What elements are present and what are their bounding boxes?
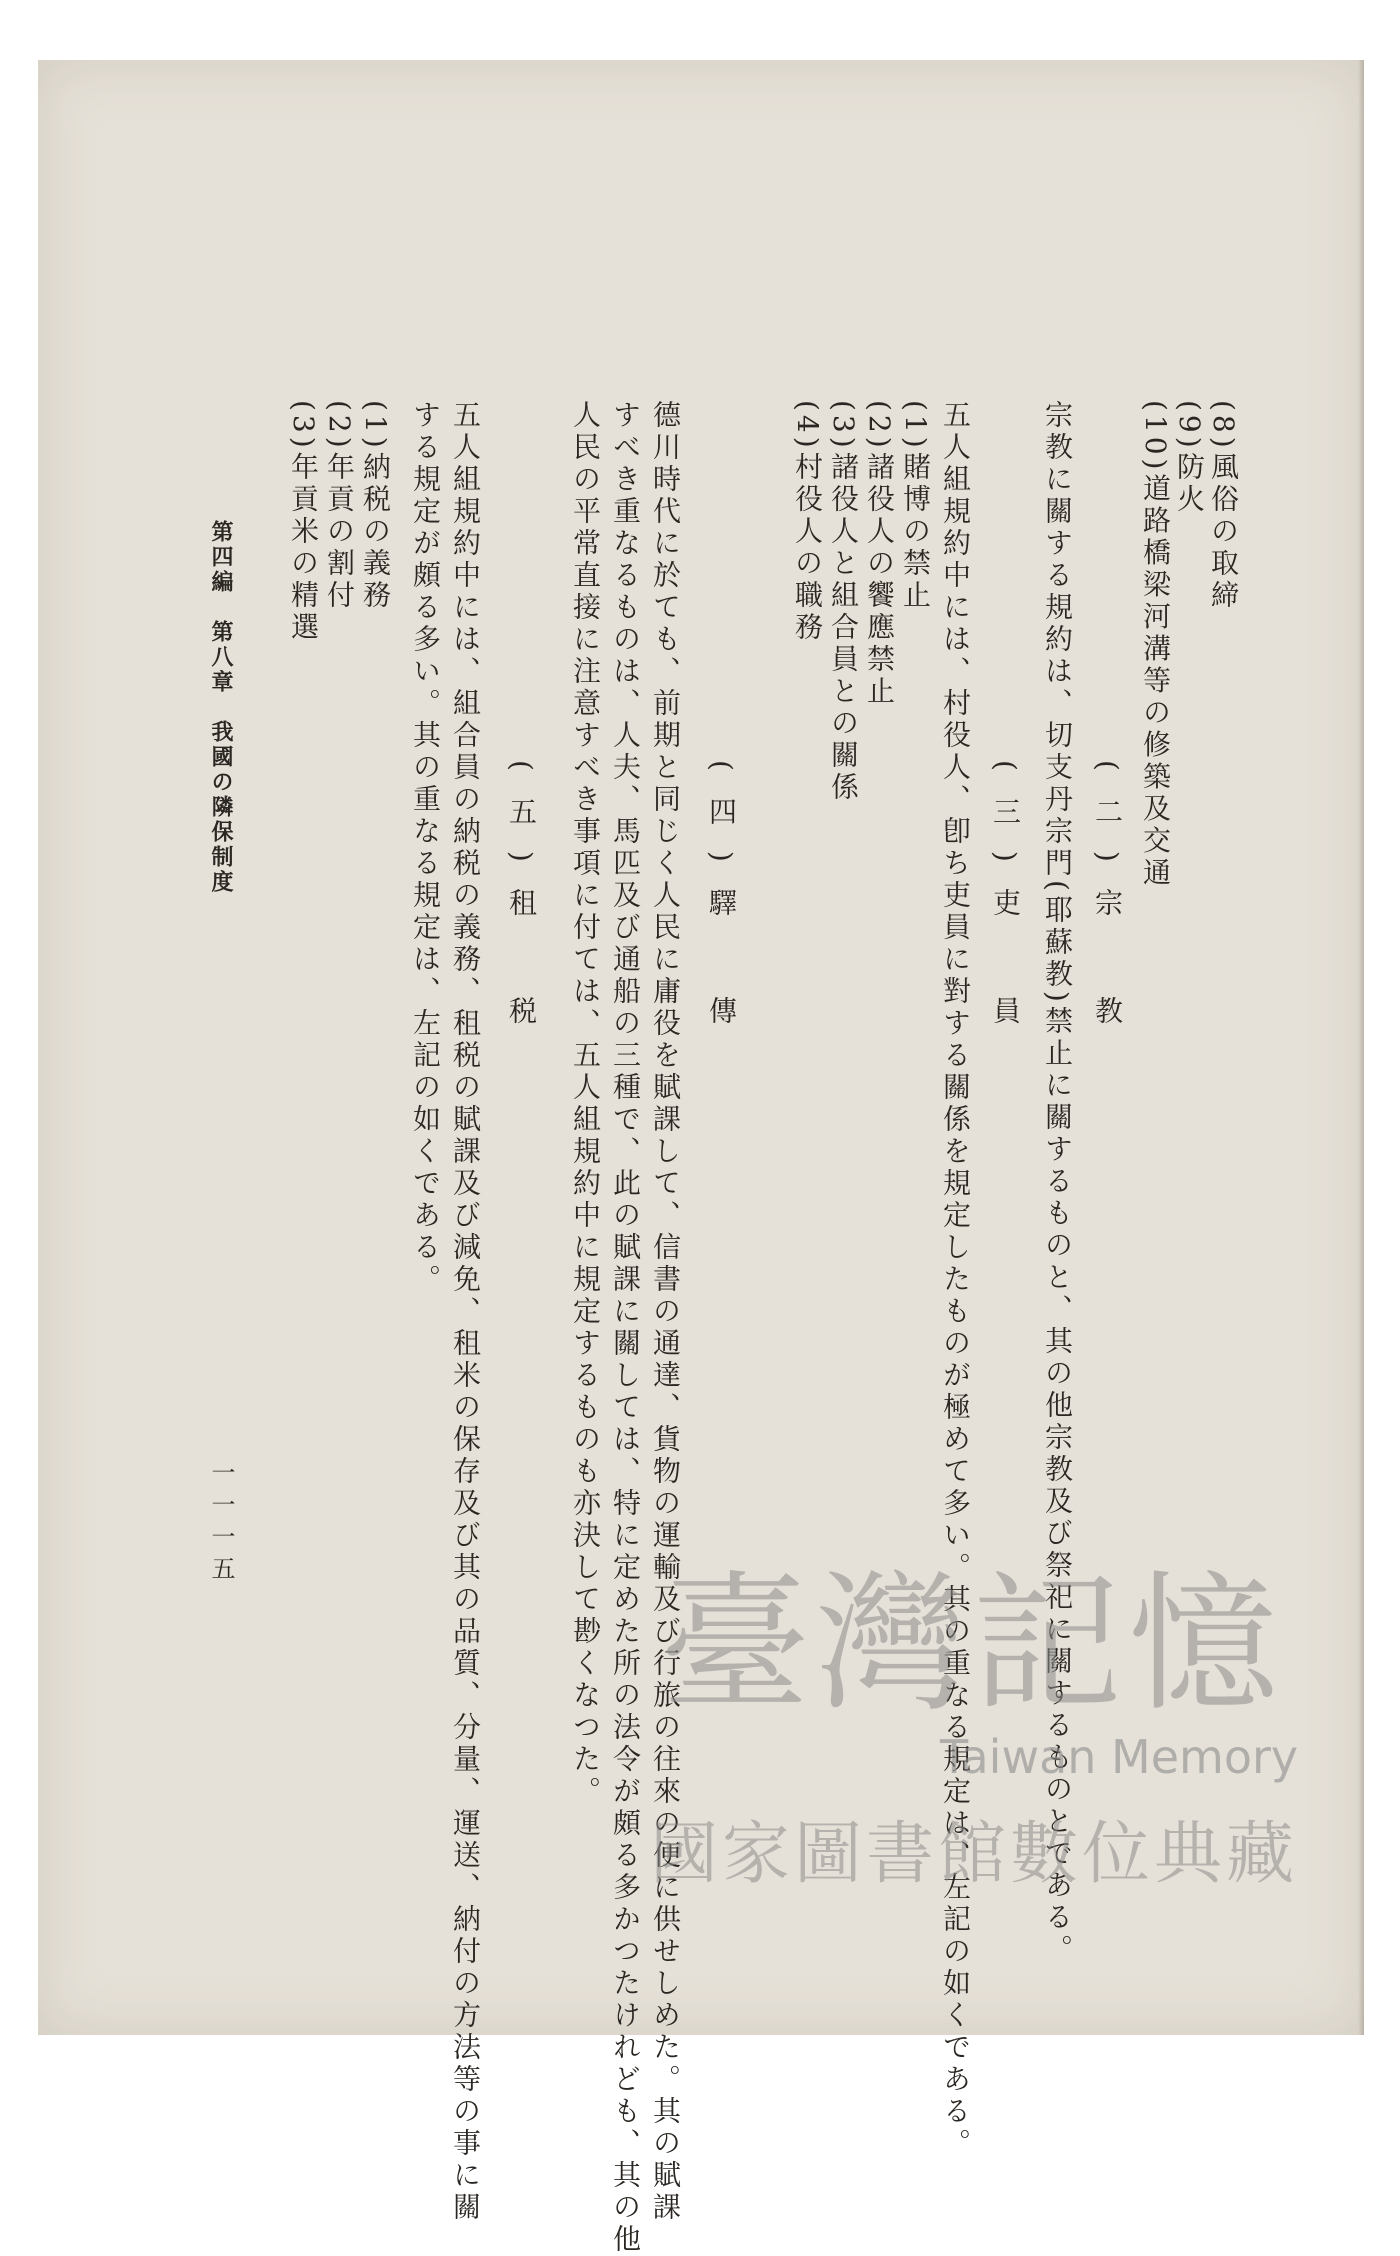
section-heading: (四)驛 傳 — [705, 760, 738, 1050]
section-heading: (五)租 税 — [505, 760, 538, 1050]
list-item: (9)防火 — [1173, 400, 1206, 516]
section-heading: (三)吏 員 — [989, 760, 1022, 1050]
paragraph-line: 宗教に關する規約は、切支丹宗門(耶蘇教)禁止に關するものと、其の他宗教及び祭祀に關するものとである。 — [1041, 400, 1074, 1966]
list-item: (4)村役人の職務 — [791, 400, 824, 644]
paragraph-line: する規定が頗る多い。其の重なる規定は、左記の如くである。 — [409, 400, 442, 1296]
section-heading: (二)宗 教 — [1091, 760, 1124, 1050]
watermark-english: Taiwan Memory — [940, 1730, 1299, 1784]
paragraph-line: 五人組規約中には、組合員の納税の義務、租税の賦課及び減免、租米の保存及び其の品質、分量、運送、納付の方法等の事に關 — [449, 400, 482, 2224]
paragraph-line: 人民の平常直接に注意すべき事項に付ては、五人組規約中に規定するものも亦決して尠くなつた。 — [569, 400, 602, 1808]
watermark-logo: 臺灣記憶 — [660, 1558, 1285, 1732]
paragraph-line: すべき重なるものは、人夫、馬匹及び通船の三種で、此の賦課に關しては、特に定めた所の法令が頗る多かつたけれども、其の他 — [609, 400, 642, 2256]
list-item: (8)風俗の取締 — [1207, 400, 1240, 612]
list-item: (3)年貢米の精選 — [287, 400, 320, 644]
watermark-chinese: 國家圖書館數位典藏 — [650, 1815, 1299, 1894]
list-item: (1)賭博の禁止 — [899, 400, 932, 612]
page-number: 一一一五 — [207, 1460, 235, 1588]
list-item: (2)諸役人の饗應禁止 — [863, 400, 896, 708]
paragraph-line: 德川時代に於ても、前期と同じく人民に庸役を賦課して、信書の通達、貨物の運輸及び行旅の往來の便に供せしめた。其の賦課 — [649, 400, 682, 2224]
list-item: (2)年貢の割付 — [323, 400, 356, 612]
paragraph-line: 五人組規約中には、村役人、卽ち吏員に對する關係を規定したものが極めて多い。其の重なる規定は、左記の如くである。 — [939, 400, 972, 2160]
running-footer: 第四編 第八章 我國の隣保制度 — [208, 520, 234, 895]
list-item: (3)諸役人と組合員との關係 — [827, 400, 860, 804]
list-item: (1)納税の義務 — [359, 400, 392, 612]
list-item: (10)道路橋梁河溝等の修築及交通 — [1139, 400, 1172, 890]
watermark — [640, 1560, 1320, 1980]
